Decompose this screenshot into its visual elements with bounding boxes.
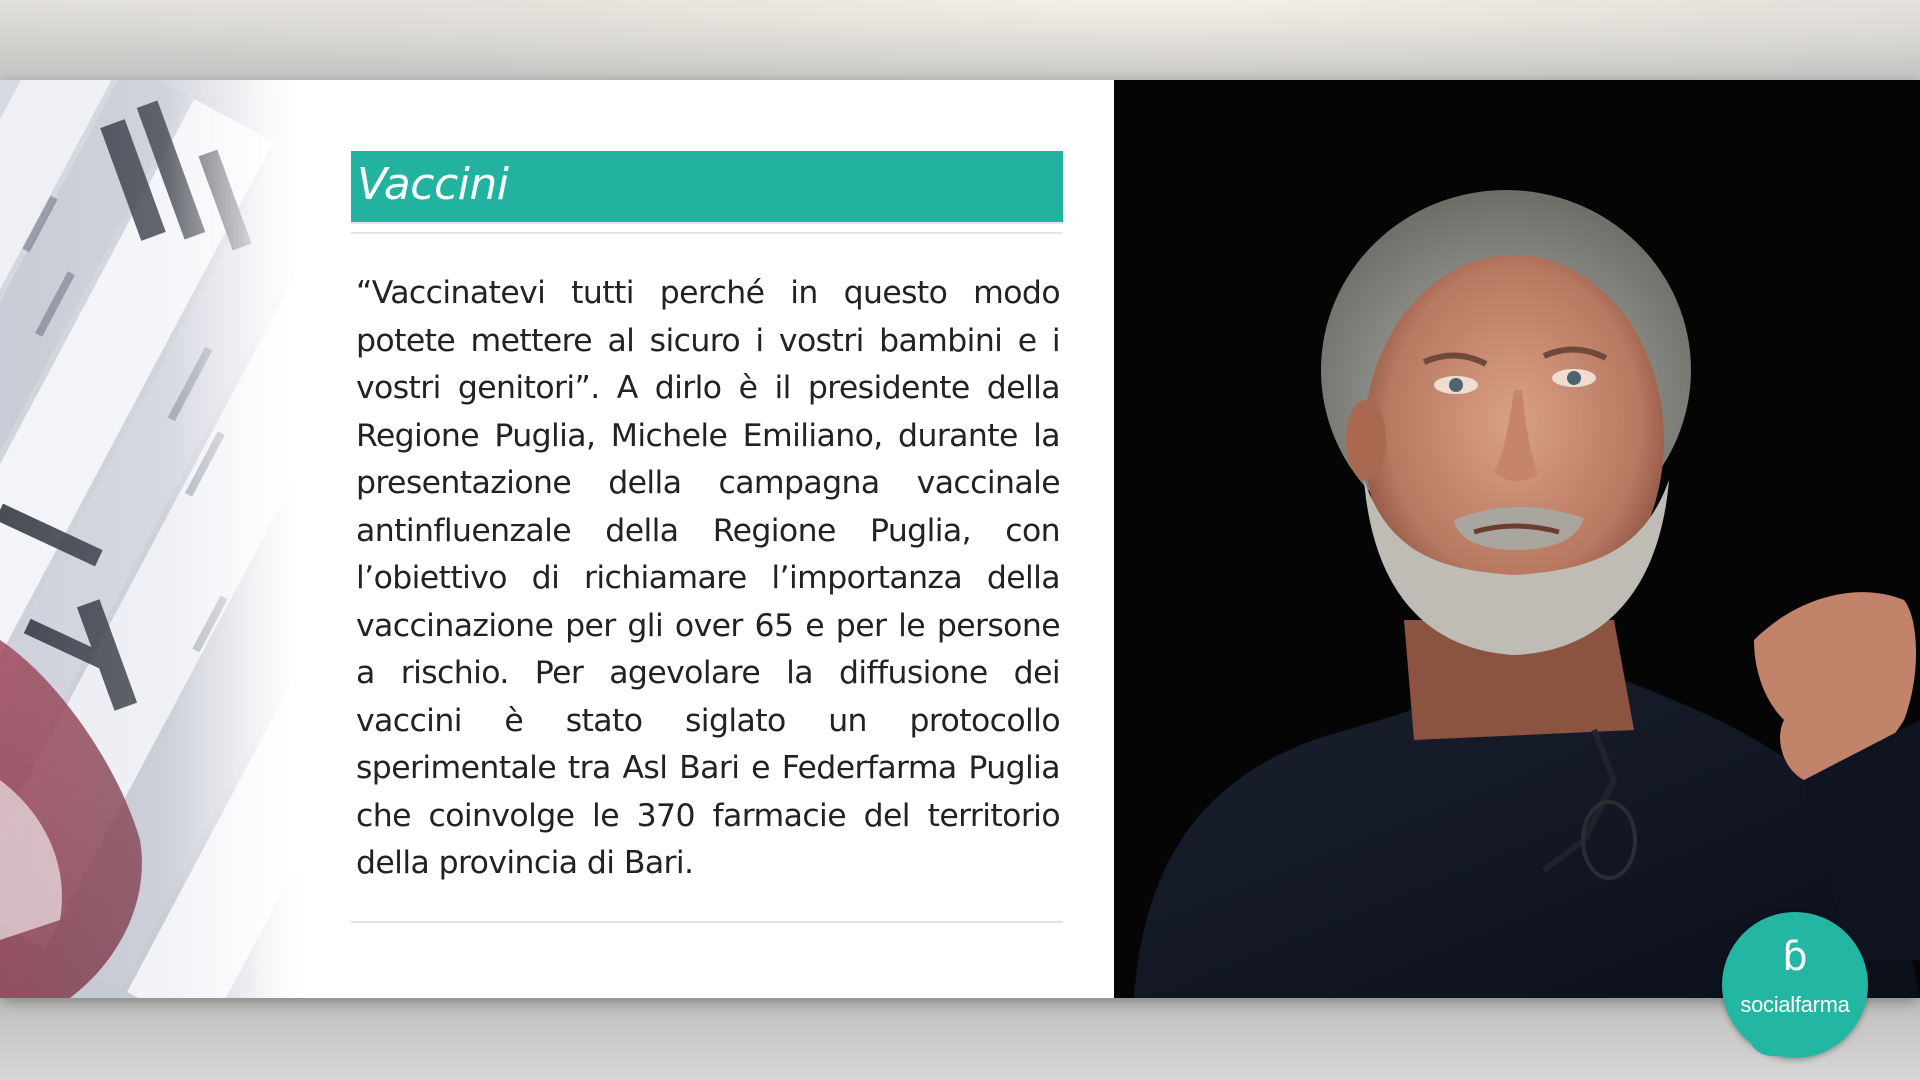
slide-title: Vaccini [357,159,509,210]
slide-card [0,80,1920,998]
logo-text: socialfarma [1740,992,1850,1017]
socialfarma-logo [1722,912,1868,1058]
logo-mark-icon: ɓ [1782,934,1808,980]
slide-body-text: “Vaccinatevi tutti perché in questo modo potete mettere al sicuro i vostri bambini e i vostri genitori”. A dirlo è il presidente della Regione Puglia, Michele Emiliano, durante la presentazione della campagna vaccinale antinfluenzale della Regione Puglia, con l’obiettivo di richiamare l’importanza della vaccinazione per gli over 65 e per le persone a rischio. Per agevolare la diffusione dei vaccini è stato siglato un protocollo sperimentale tra Asl Bari e Federfarma Puglia che coinvolge le 370 farmacie del territorio della provincia di Bari. [356,275,1060,881]
title-divider [351,232,1063,234]
portrait-photo [1114,80,1920,998]
slide-text-panel [300,80,1114,998]
bottom-divider [351,921,1063,923]
newspaper-image [0,80,300,998]
newspaper-fade [0,80,300,998]
title-bar [351,151,1063,224]
